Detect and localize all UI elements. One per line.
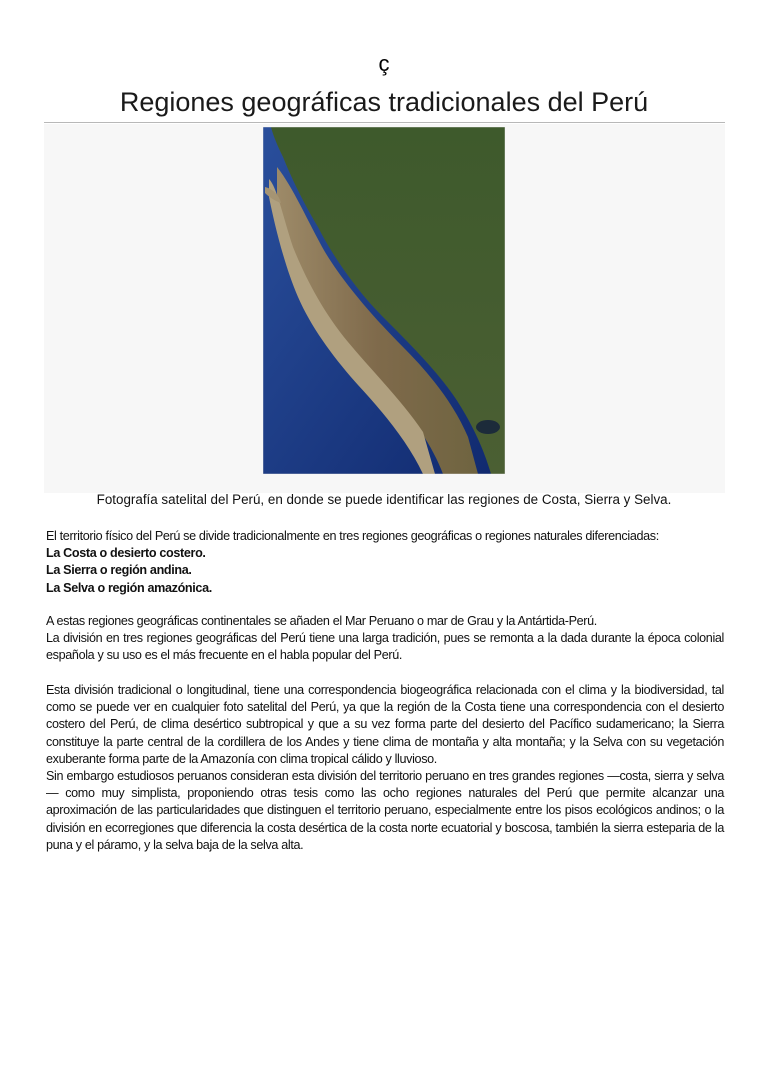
- intro-text: El territorio físico del Perú se divide tradicionalmente en tres regiones geográficas o regiones naturales diferenciadas:: [46, 529, 659, 543]
- paragraph-line: A estas regiones geográficas continentales se añaden el Mar Peruano o mar de Grau y la Antártida-Perú.: [46, 614, 597, 628]
- figure-caption: Fotografía satelital del Perú, en donde se puede identificar las regiones de Costa, Sierra y Selva.: [96, 492, 672, 507]
- region-selva: La Selva o región amazónica.: [46, 580, 212, 595]
- paragraph-division: [46, 682, 724, 854]
- figure-frame: [44, 124, 725, 493]
- header-mark: ç: [378, 51, 390, 76]
- paragraph-line: Sin embargo estudiosos peruanos consideran esta división del territorio peruano en tres grandes regiones —costa, sierra y selva— como muy simplista, proponiendo otras tesis como las ocho regiones naturales del Perú que permite alcanzar una aproximación de las particularidades que distinguen el territorio peruano, especialmente entre los pisos ecológicos andinos; o la división en ecorregiones que diferencia la costa desértica de la costa norte ecuatorial y boscosa, también la sierra esteparia de la puna y el páramo, y la selva baja de la selva alta.: [46, 769, 724, 852]
- region-costa: La Costa o desierto costero.: [46, 546, 206, 561]
- lake: [476, 420, 500, 434]
- intro-block: [46, 528, 724, 597]
- paragraph-line: Esta división tradicional o longitudinal, tiene una correspondencia biogeográfica relacionada con el clima y la biodiversidad, tal como se puede ver en cualquier foto satelital del Perú, ya que la región de la Costa tiene una correspondencia con el desierto costero del Perú, de clima desértico subtropical y que a su vez forma parte del desierto del Pacífico sudamericano; la Sierra constituye la parte central de la cordillera de los Andes y tiene clima de montaña y alta montaña; y la Selva con su vegetación exuberante forma parte de la Amazonía con clima tropical cálido y lluvioso.: [46, 683, 724, 766]
- paragraph-additions: [46, 613, 724, 665]
- satellite-image-peru: [263, 127, 505, 474]
- region-sierra: La Sierra o región andina.: [46, 563, 192, 578]
- title-divider: [44, 122, 725, 123]
- paragraph-line: La división en tres regiones geográficas del Perú tiene una larga tradición, pues se remonta a la dada durante la época colonial española y su uso es el más frecuente en el habla popular del Perú.: [46, 631, 724, 663]
- page-title: Regiones geográficas tradicionales del Perú: [119, 87, 649, 117]
